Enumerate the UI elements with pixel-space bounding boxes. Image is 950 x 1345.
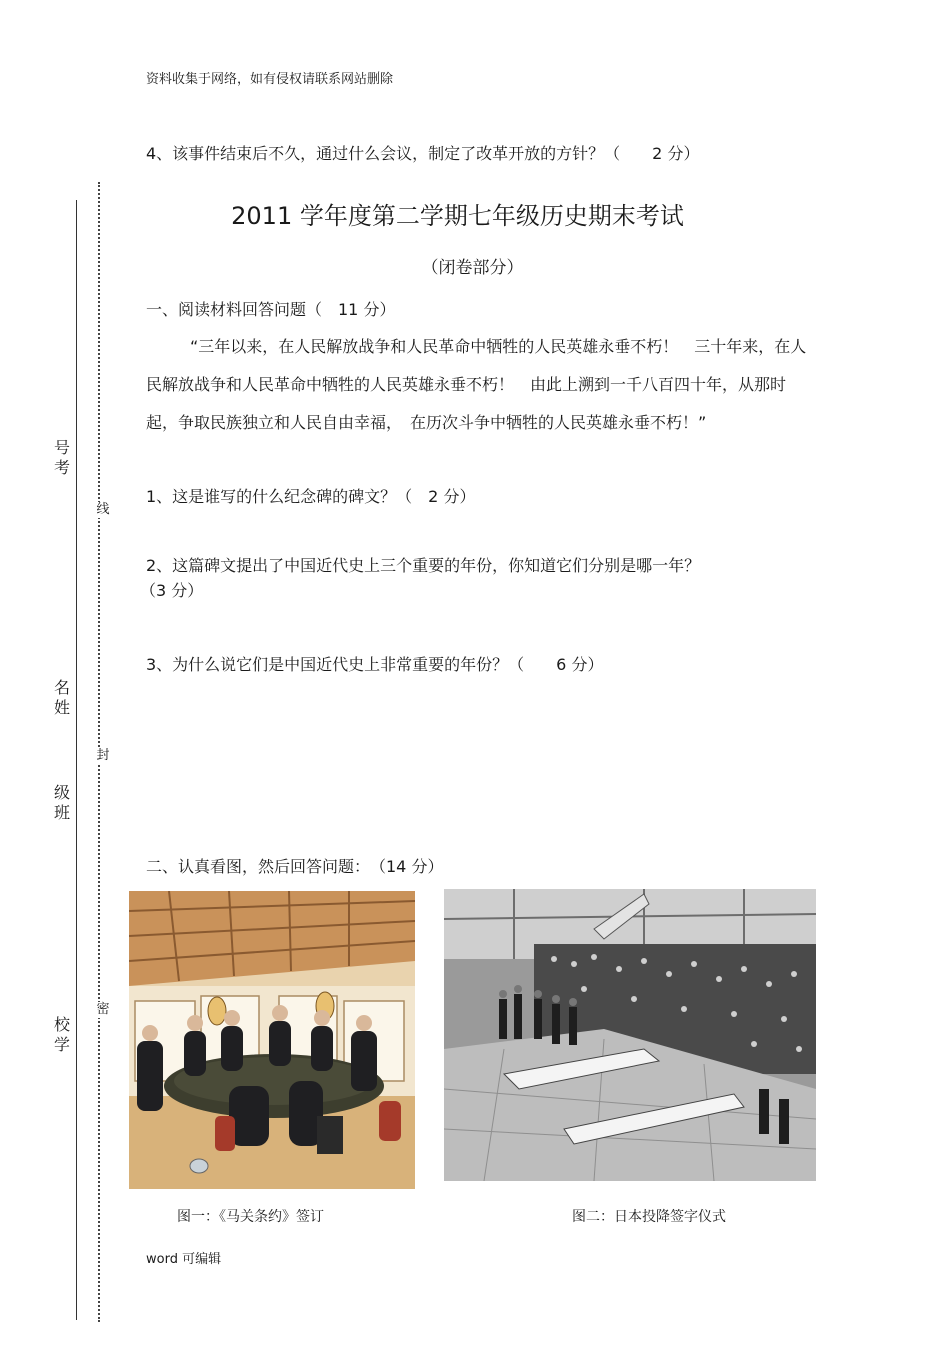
footer-note: word 可编辑 xyxy=(146,1252,222,1267)
label-exam-number: 号考 xyxy=(53,438,70,477)
label-school: 校学 xyxy=(53,1015,70,1054)
caption-figure-1: 图一：《马关条约》签订 xyxy=(177,1209,324,1225)
photo-surrender-ceremony xyxy=(444,889,816,1181)
exam-title: 2011 学年度第二学期七年级历史期末考试 xyxy=(231,202,684,230)
question-3: 3、为什么说它们是中国近代史上非常重要的年份？（ 6 分） xyxy=(146,655,604,674)
photo-treaty-signing xyxy=(129,891,415,1189)
caption-figure-2: 图二：日本投降签字仪式 xyxy=(572,1209,726,1225)
section2-heading: 二、认真看图，然后回答问题： （14 分） xyxy=(146,857,444,876)
inscription-quote: “三年以来，在人民解放战争和人民革命中牺牲的人民英雄永垂不朽！ 三十年来，在人民解放战争和人民革命中牺牲的人民英雄永垂不朽！ 由此上溯到一千八百四十年，从那时起，争取民族独立和人民自由幸福， 在历次斗争中牺牲的人民英雄永垂不朽！” xyxy=(146,337,807,432)
mark-secret: 密 xyxy=(96,1002,110,1017)
label-name: 名姓 xyxy=(53,678,70,717)
exam-subtitle: （闭卷部分） xyxy=(421,258,524,278)
previous-question-4: 4、该事件结束后不久，通过什么会议，制定了改革开放的方针？（ 2 分） xyxy=(146,144,700,163)
header-note: 资料收集于网络，如有侵权请联系网站删除 xyxy=(146,72,394,87)
mark-seal: 封 xyxy=(96,748,110,763)
binding-line xyxy=(76,200,77,1320)
question-1: 1、这是谁写的什么纪念碑的碑文？（ 2 分） xyxy=(146,487,476,506)
mark-line: 线 xyxy=(96,502,110,517)
question-2-score: （3 分） xyxy=(140,581,204,600)
question-2: 2、这篇碑文提出了中国近代史上三个重要的年份，你知道它们分别是哪一年？ xyxy=(146,556,701,575)
label-class: 级班 xyxy=(53,783,70,822)
section1-heading: 一、阅读材料回答问题（ 11 分） xyxy=(146,300,396,319)
